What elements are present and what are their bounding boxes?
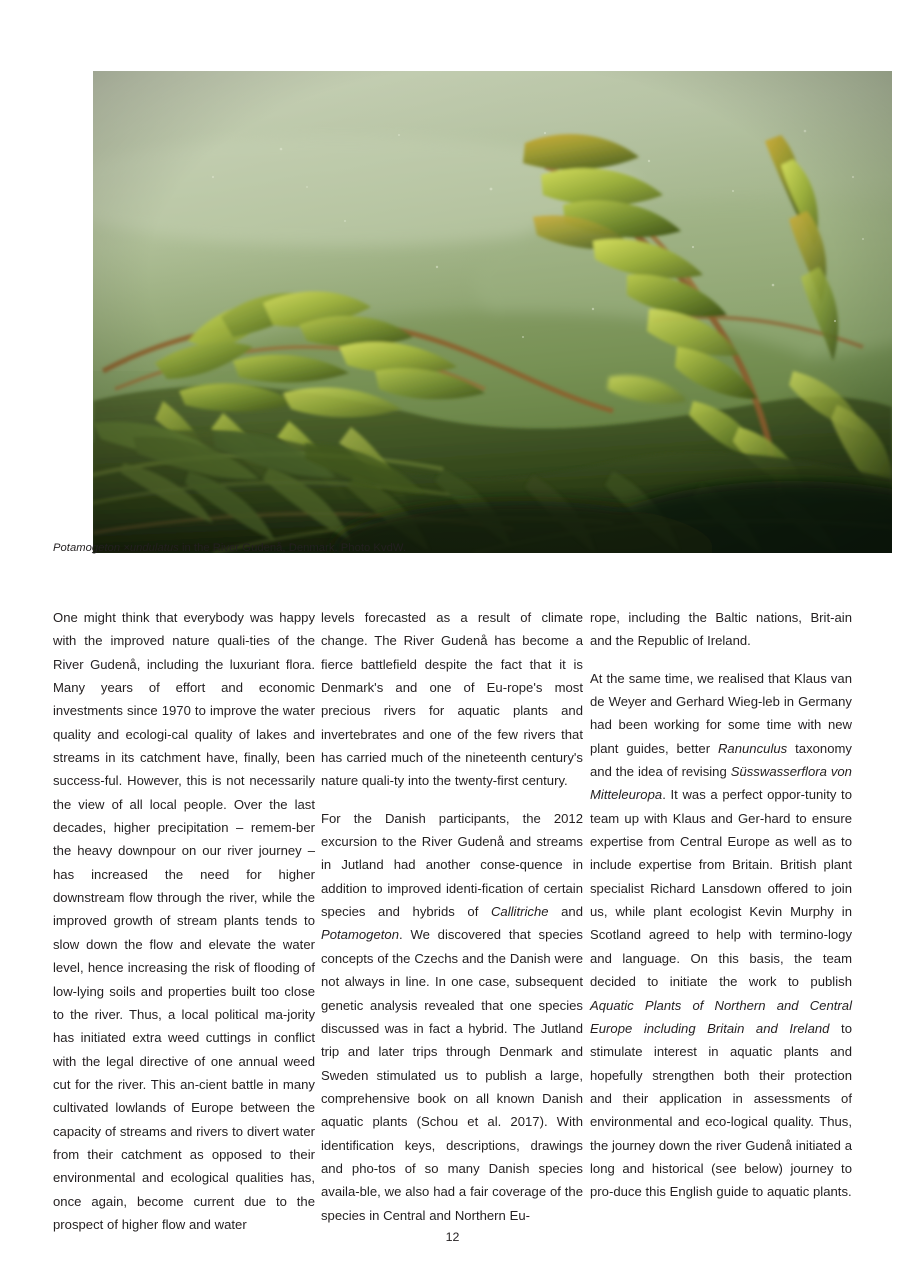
paragraph: At the same time, we realised that Klaus van de Weyer and Gerhard Wieg-leb in Germany had been working for some time with new plant guides, better Ranunculus taxonomy and the idea of revising Süsswasserflora von Mitteleuropa. It was a perfect oppor-tunity to team up with Klaus and Ger-hard to ensure expertise from Central Europe as well as to include expertise from Britain. British plant specialist Richard Lansdown offered to join us, while plant ecologist Kevin Murphy in Scotland agreed to help with termino-logy and language. On this basis, the team decided to initiate the work to publish Aquatic Plants of Northern and Central Europe including Britain and Ireland to stimulate interest in aquatic plants and hopefully strengthen both their protection and their application in assessments of environmental and eco-logical quality. Thus, the journey down the river Gudenå initiated a long and historical (see below) journey to pro-duce this English guide to aquatic plants.: [590, 670, 852, 1200]
caption-text: in the River Gudenå, Denmark. Photo KvdW.: [178, 542, 407, 554]
paragraph: One might think that everybody was happy with the improved nature quali-ties of the River Gudenå, including the luxuriant flora. Many years of effort and economic investments since 1970 to improve the water quality and ecologi-cal quality of lakes and streams in its catchment have, finally, been success-ful. However, this is not necessarily the view of all local people. Over the last decades, higher precipitation – remem-ber the heavy downpour on our river journey – has increased the need for higher downstream flow through the river, while the improved growth of stream plants tends to slow down the flow and elevate the water level, hence increasing the risk of flooding of low-lying soils and properties built too close to the river. Thus, a local political ma-jority has initiated extra weed cuttings in conflict with the legal directive of one annual weed cut for the river. This an-cient battle in many cultivated lowlands of Europe between the capacity of streams and rivers to divert water from their catchment as opposed to their environmental and ecological qualities has, once again, become current due to the prospect of higher flow and water: [53, 610, 315, 1232]
text-column-2: [321, 606, 583, 1227]
caption-species-name: Potamogeton ×undulatus: [53, 542, 179, 554]
paragraph: levels forecasted as a result of climate change. The River Gudenå has become a fierce battlefield despite the fact that it is Denmark's and one of Eu-rope's most precious rivers for aquatic plants and invertebrates and one of the few rivers that has carried much of the nineteenth century's nature quali-ty into the twenty-first century.: [321, 610, 583, 789]
text-column-3: [590, 606, 852, 1204]
paragraph: For the Danish participants, the 2012 excursion to the River Gudenå and streams in Jutland had another conse-quence in addition to improved identi-fication of certain species and hybrids of Callitriche and Potamogeton. We discovered that species concepts of the Czechs and the Danish were not always in line. In one case, subsequent genetic analysis revealed that one species discussed was in fact a hybrid. The Jutland trip and later trips through Denmark and Sweden stimulated us to publish a large, comprehensive book on all known Danish aquatic plants (Schou et al. 2017). With identification keys, descriptions, drawings and pho-tos of so many Danish species availa-ble, we also had a fair coverage of the species in Central and Northern Eu-: [321, 810, 583, 1223]
photo-potamogeton-undulatus: [93, 71, 892, 553]
page-number: 12: [445, 1230, 460, 1244]
body-columns: [53, 606, 852, 1232]
figure-underwater-pondweed: [93, 71, 892, 553]
figure-caption: [53, 541, 852, 555]
text-column-1: [53, 606, 315, 1236]
photo-artwork: [93, 71, 892, 553]
paragraph: rope, including the Baltic nations, Brit-ain and the Republic of Ireland.: [590, 610, 852, 649]
